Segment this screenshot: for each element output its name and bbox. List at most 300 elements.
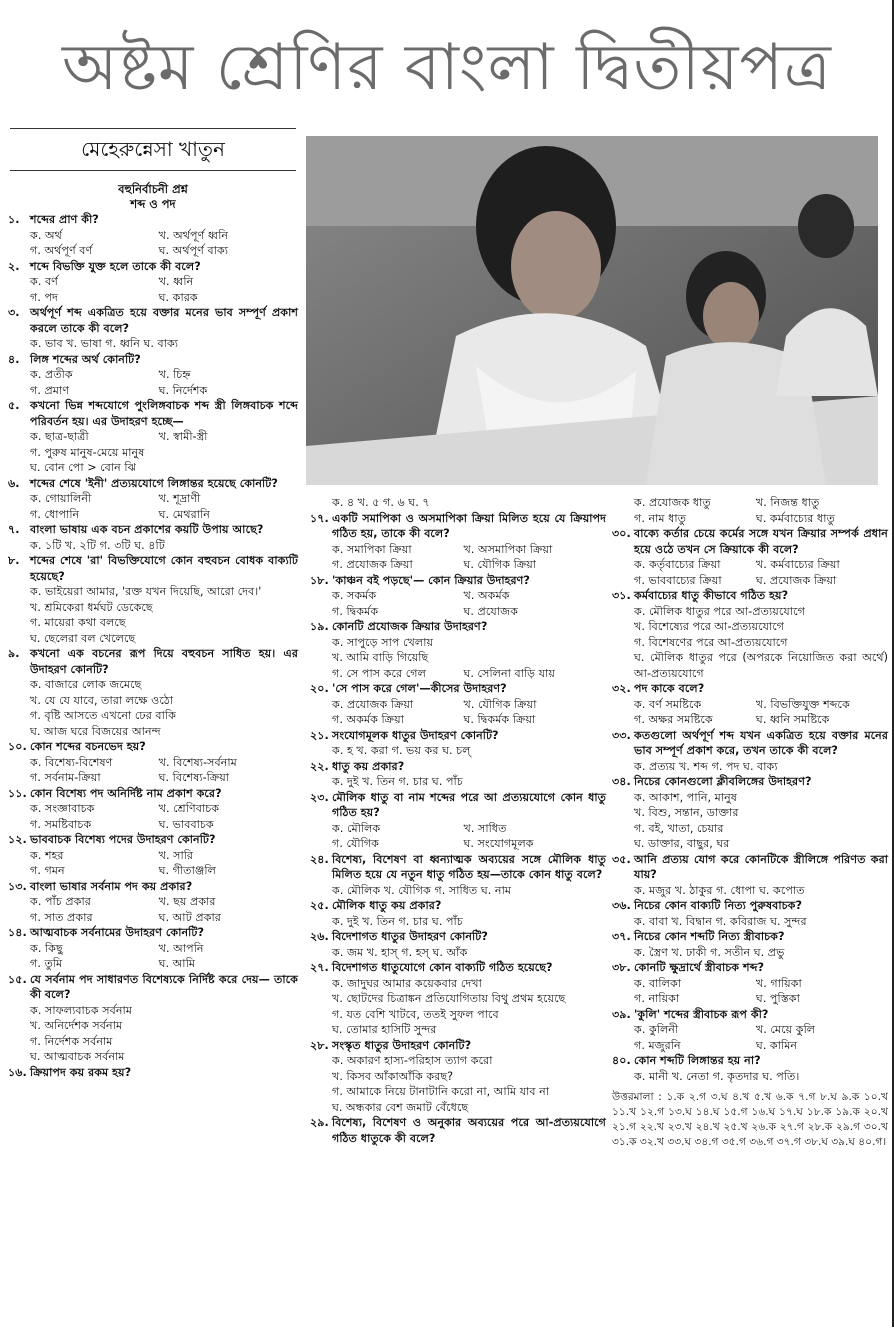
option: ক. পাঁচ প্রকার — [30, 895, 91, 908]
question-number: ২৫. — [310, 899, 329, 912]
question-text — [8, 352, 298, 368]
option: ঘ. সেলিনা বাড়ি যায় — [463, 666, 555, 680]
question-item — [310, 1038, 606, 1116]
option: খ. নিজন্ত ধাতু — [755, 496, 820, 509]
question-number: ১১. — [8, 786, 27, 800]
question-body: কতগুলো অর্থপূর্ণ শব্দ যখন একত্রিত হয়ে বক্তার মনের ভাব সম্পূর্ণ প্রকাশ করে, তখন তাকে কী বলে? — [634, 728, 888, 757]
option: ঘ. ছেলেরা বল খেলেছে — [30, 631, 136, 645]
option: ক. বর্ণ — [30, 275, 58, 288]
option: ঘ. আত্মবাচক সর্বনাম — [30, 1050, 125, 1063]
option: ক. সংজ্ঞাবাচক — [30, 802, 95, 815]
option-row — [8, 894, 298, 910]
option: ক. মৌলিক খ. যৌগিক গ. সাধিত ঘ. নাম — [332, 883, 512, 897]
option-row — [310, 666, 606, 682]
option: খ. ধ্বনি — [158, 275, 194, 288]
question-number: ৩৭. — [612, 930, 631, 943]
question-item — [8, 1065, 298, 1081]
option: ক. বর্ণ সমষ্টিকে — [634, 697, 702, 711]
question-item — [612, 960, 888, 1007]
option: ক. মৌলিক — [332, 821, 381, 835]
question-list-right — [612, 495, 888, 1084]
question-body: কোন শব্দের বচনভেদ হয়? — [30, 740, 146, 753]
question-body: কোন শব্দটি লিঙ্গান্তর হয় না? — [634, 1054, 761, 1067]
question-body: 'সে পাস করে গেল'—কীসের উদাহরণ? — [332, 682, 507, 695]
option: খ. শ্রমিকেরা ধর্মঘট ডেকেছে — [30, 600, 153, 614]
question-body: বাংলা ভাষার সর্বনাম পদ কয় প্রকার? — [30, 879, 193, 893]
question-item — [310, 960, 606, 1038]
question-body: শব্দের শেষে 'রা' বিভক্তিযোগে কোন বহুবচন বোধক বাক্যটি হয়েছে? — [30, 554, 298, 583]
question-text — [8, 305, 298, 336]
question-number: ৩৬. — [612, 899, 631, 912]
option: গ. আমাকে নিয়ে টানাটানি করো না, আমি যাব না — [332, 1085, 550, 1098]
option: ঘ. প্রযোজক ক্রিয়া — [755, 573, 837, 587]
question-text — [8, 925, 298, 941]
question-number: ২৭. — [310, 961, 329, 974]
question-body: সংযোগমূলক ধাতুর উদাহরণ কোনটি? — [332, 728, 499, 742]
option: খ. সারি — [158, 848, 194, 862]
question-body: 'কাঞ্চন বই পড়ছে'— কোন ক্রিয়ার উদাহরণ? — [332, 573, 530, 587]
question-item — [612, 588, 888, 681]
question-item — [612, 929, 888, 960]
question-item — [8, 879, 298, 926]
question-item — [612, 728, 888, 775]
option-row — [8, 848, 298, 864]
option: ক. প্রযোজক ধাতু — [634, 496, 711, 509]
option: গ. মজুরনি — [634, 1038, 681, 1052]
question-item — [612, 774, 888, 852]
question-body: আত্মবাচক সর্বনামের উদাহরণ কোনটি? — [30, 926, 204, 939]
option: ক. দুই খ. তিন গ. চার ঘ. পাঁচ — [332, 914, 463, 928]
option-row — [310, 712, 606, 728]
option-row — [310, 604, 606, 620]
option-row — [8, 755, 298, 771]
option-row — [612, 557, 888, 573]
option: ক. হ খ. করা গ. ভয় কর ঘ. চল্ — [332, 744, 471, 757]
option: খ. কর্মবাচ্যের ক্রিয়া — [755, 558, 840, 571]
column-middle — [310, 495, 606, 1146]
question-item — [310, 1115, 606, 1146]
option: ক. অর্থ — [30, 228, 62, 242]
option: খ. শূদ্রাণী — [158, 492, 201, 505]
option-row — [612, 573, 888, 589]
exam-hall-photo — [306, 136, 878, 485]
question-text — [8, 832, 298, 848]
photo-illustration — [306, 136, 878, 485]
question-number: ১৮. — [310, 573, 329, 587]
option: গ. সর্বনাম-ক্রিয়া — [30, 771, 101, 784]
question-number: ২০. — [310, 682, 329, 695]
option: ক. কুলিনী — [634, 1023, 679, 1036]
option: ক. প্রতীক — [30, 368, 73, 381]
option: ক. মৌলিক ধাতুর পরে আ-প্রত্যয়যোগে — [634, 604, 805, 618]
option: গ. নাম ধাতু — [634, 511, 687, 525]
question-number: ১০. — [8, 740, 27, 753]
option-row — [612, 991, 888, 1007]
question-number: ১. — [8, 213, 20, 226]
option: গ. ধোপানি — [30, 507, 80, 521]
question-item — [8, 212, 298, 259]
question-text — [8, 879, 298, 895]
question-number: ৩৮. — [612, 961, 631, 974]
question-text — [310, 728, 606, 744]
question-number: ৭. — [8, 523, 20, 536]
question-item — [612, 1053, 888, 1084]
question-item — [612, 495, 888, 526]
option: গ. প্রযোজক ক্রিয়া — [332, 558, 413, 571]
question-item — [310, 511, 606, 573]
question-text — [612, 1007, 888, 1023]
option: ঘ. পুস্তিকা — [755, 992, 800, 1005]
question-body: শব্দে বিভক্তি যুক্ত হলে তাকে কী বলে? — [30, 259, 201, 273]
option: ক. সাপুড়ে সাপ খেলায় — [332, 635, 434, 649]
option: ক. বিশেষ্য-বিশেষণ — [30, 755, 113, 769]
option-row — [8, 290, 298, 306]
option: ঘ. আমি — [158, 957, 196, 970]
question-text — [8, 1065, 298, 1081]
question-body: শব্দের প্রাণ কী? — [30, 213, 99, 226]
question-item — [8, 646, 298, 739]
question-text — [8, 522, 298, 538]
question-number: ৫. — [8, 399, 20, 412]
question-body: নিচের কোন বাক্যটি নিত্য পুরুষবাচক? — [634, 899, 802, 912]
option: ক. অকারণ হাস্য-পরিহাস ত্যাগ করো — [332, 1054, 493, 1067]
option-row — [8, 429, 298, 445]
question-body: যে সর্বনাম পদ সাধারণত বিশেষ্যকে নির্দিষ্ট করে দেয়— তাকে কী বলে? — [30, 972, 298, 1001]
question-item — [310, 495, 606, 511]
question-body: 'কুলি' শব্দের স্ত্রীবাচক রূপ কী? — [634, 1007, 769, 1021]
option: ক. কিছু — [30, 941, 63, 955]
option: ঘ. ধ্বনি সমষ্টিকে — [755, 713, 830, 726]
option: ঘ. মেথরানি — [158, 507, 210, 521]
question-body: কখনো এক বচনের রূপ দিয়ে বহুবচন সাধিত হয়। এর উদাহরণ কোনটি? — [30, 647, 298, 676]
option: গ. গমন — [30, 864, 65, 877]
question-item — [8, 832, 298, 879]
option: ঘ. ডাক্তার, বাছুর, ঘর — [634, 837, 730, 850]
question-number: ৩. — [8, 306, 20, 319]
option: গ. অক্ষর সমষ্টিকে — [634, 713, 713, 726]
option: ঘ. কারক — [158, 290, 198, 304]
question-text — [612, 960, 888, 976]
option-row — [310, 588, 606, 604]
question-number: ২৩. — [310, 790, 329, 804]
question-item — [612, 1007, 888, 1054]
question-text — [8, 972, 298, 1003]
question-number: ১৫. — [8, 972, 27, 986]
option: গ. যত বেশি খাটবে, ততই সুফল পাবে — [332, 1007, 499, 1021]
question-number: ২. — [8, 259, 20, 273]
option: ক. বালিকা — [634, 976, 682, 990]
question-item — [310, 929, 606, 960]
question-number: ৬. — [8, 476, 20, 490]
question-text — [8, 739, 298, 755]
option: খ. বিশু, সন্তান, ডাক্তার — [634, 806, 739, 819]
option-row — [612, 712, 888, 728]
option-row — [8, 941, 298, 957]
option: ক. প্রযোজক ক্রিয়া — [332, 697, 414, 711]
question-text — [8, 646, 298, 677]
question-body: বিদেশাগত ধাতুযোগে কোন বাক্যটি গঠিত হয়েছে? — [332, 961, 553, 974]
question-body: কোন বিশেষ্য পদ অনির্দিষ্ট নাম প্রকাশ করে? — [30, 786, 222, 800]
question-text — [8, 786, 298, 802]
question-list-left — [8, 212, 298, 1080]
option: খ. স্বামী-স্ত্রী — [158, 430, 208, 443]
option: ক. কর্তৃবাচ্যের ক্রিয়া — [634, 558, 721, 571]
option: গ. ভাববাচ্যের ক্রিয়া — [634, 573, 722, 587]
option: ক. সমাপিকা ক্রিয়া — [332, 542, 412, 556]
option: ক. ভাইয়েরা আমার, 'রক্ত যখন দিয়েছি, আরো দেব।' — [30, 585, 262, 598]
question-text — [8, 553, 298, 584]
rule-above-author — [10, 128, 296, 129]
option: ক. ১টি খ. ২টি গ. ৩টি ঘ. ৪টি — [30, 538, 165, 552]
question-text — [612, 898, 888, 914]
question-number: ৪. — [8, 352, 20, 366]
question-text — [612, 526, 888, 557]
question-item — [310, 790, 606, 852]
option: খ. বিশেষ্যের পরে আ-প্রত্যয়যোগে — [634, 620, 785, 633]
option-row — [8, 910, 298, 926]
option: খ. চিহ্ন — [158, 368, 191, 381]
option-row — [310, 542, 606, 558]
option: খ. বিভক্তিযুক্ত শব্দকে — [755, 697, 850, 711]
option: ক. ৪ খ. ৫ গ. ৬ ঘ. ৭ — [332, 496, 430, 509]
question-body: বাক্যে কর্তার চেয়ে কর্মের সঙ্গে যখন ক্রিয়ার সম্পর্ক প্রধান হয়ে ওঠে তখন সে ক্রিয়াকে কী বলে? — [634, 527, 888, 556]
option: গ. মায়েরা কথা বলছে — [30, 616, 126, 629]
option: ঘ. মৌলিক ধাতুর পরে (অপরকে নিয়োজিত করা অর্থে) আ-প্রত্যয়যোগে — [634, 651, 888, 680]
question-item — [8, 972, 298, 1065]
question-text — [612, 588, 888, 604]
question-item — [8, 925, 298, 972]
option: ঘ. গীতাঞ্জলি — [158, 864, 216, 877]
question-body: লিঙ্গ শব্দের অর্থ কোনটি? — [30, 352, 141, 366]
option-row — [8, 507, 298, 523]
question-number: ৩১. — [612, 589, 631, 602]
option-row — [8, 274, 298, 290]
option: খ. ছয় প্রকার — [158, 895, 216, 908]
section-title: বহুনির্বাচনী প্রশ্ন — [118, 182, 188, 196]
question-number: ১৭. — [310, 511, 329, 525]
question-text — [612, 852, 888, 883]
question-list-middle — [310, 495, 606, 1146]
option: ক. মানী খ. নেতা গ. কৃতদার ঘ. পতি। — [634, 1069, 800, 1083]
question-text — [310, 619, 606, 635]
question-body: কর্মবাচ্যের ধাতু কীভাবে গঠিত হয়? — [634, 589, 789, 602]
option-row — [8, 243, 298, 259]
option: গ. দ্বিকর্মক — [332, 604, 379, 618]
question-item — [310, 728, 606, 759]
question-text — [612, 681, 888, 697]
column-right — [612, 495, 888, 1150]
question-item — [310, 898, 606, 929]
option: খ. ছোটদের চিত্রাঙ্কন প্রতিযোগিতায় বিথু প্রথম হয়েছে — [332, 992, 566, 1005]
question-item — [8, 259, 298, 306]
option: ঘ. আজ ঘরে বিজয়ের আনন্দ — [30, 724, 161, 738]
option: ঘ. দ্বিকর্মক ক্রিয়া — [463, 713, 536, 726]
option: খ. শ্রেণিবাচক — [158, 802, 220, 815]
option: গ. প্রমাণ — [30, 383, 70, 397]
question-number: ৪০. — [612, 1054, 631, 1067]
question-text — [612, 774, 888, 790]
question-body: নিচের কোন শব্দটি নিত্য স্ত্রীবাচক? — [634, 930, 785, 943]
option-row — [310, 836, 606, 852]
question-number: ২২. — [310, 759, 329, 773]
option-row — [8, 956, 298, 972]
option: ক. আকাশ, পানি, মানুষ — [634, 790, 737, 804]
option-row — [8, 367, 298, 383]
question-text — [8, 212, 298, 228]
option-row — [612, 1038, 888, 1054]
option: গ. পুরুষ মানুষ-মেয়ে মানুষ — [30, 445, 145, 459]
option-row — [310, 557, 606, 573]
option: খ. কিসব আঁকাআঁকি করছ? — [332, 1069, 454, 1083]
question-text — [310, 511, 606, 542]
question-item — [612, 898, 888, 929]
question-number: ৩৩. — [612, 728, 631, 742]
option: ঘ. অন্ধকার বেশ জমাট বেঁধেছে — [332, 1100, 469, 1114]
question-number: ৩৫. — [612, 852, 631, 866]
option: গ. সে পাস করে গেল — [332, 666, 426, 680]
question-text — [310, 681, 606, 697]
question-item — [310, 852, 606, 899]
option: ঘ. অর্থপূর্ণ বাক্য — [158, 244, 229, 257]
option: গ. যৌগিক — [332, 837, 379, 850]
question-text — [612, 1053, 888, 1069]
option: খ. আমি বাড়ি গিয়েছি — [332, 651, 429, 664]
question-item — [8, 739, 298, 786]
question-text — [310, 573, 606, 589]
option: গ. বিশেষণের পরে আ-প্রত্যয়যোগে — [634, 635, 788, 649]
option-row — [612, 697, 888, 713]
option: ঘ. ভাববাচক — [158, 817, 214, 831]
option: ঘ. বোন পো > বোন ঝি — [30, 461, 137, 474]
question-body: আনি প্রত্যয় যোগ করে কোনটিকে স্ত্রীলিঙ্গে পরিণত করা যায়? — [634, 852, 888, 881]
question-body: বাংলা ভাষায় এক বচন প্রকাশের কয়টি উপায় আছে? — [30, 523, 264, 536]
question-number: ৩০. — [612, 527, 631, 540]
option: ক. বাবা খ. বিদ্বান গ. কবিরাজ ঘ. সুন্দর — [634, 914, 807, 928]
option: খ. অসমাপিকা ক্রিয়া — [463, 542, 553, 556]
rule-below-author — [10, 170, 296, 171]
question-number: ১৩. — [8, 879, 27, 893]
option: খ. অর্থপূর্ণ ধ্বনি — [158, 228, 229, 242]
question-body: সংস্কৃত ধাতুর উদাহরণ কোনটি? — [332, 1038, 472, 1052]
question-body: বিশেষ্য, বিশেষণ ও অনুকার অব্যয়ের পরে আ-প্রত্যয়যোগে গঠিত ধাতুকে কী বলে? — [332, 1116, 606, 1145]
option: ঘ. সংযোগমূলক — [463, 837, 534, 850]
option-row — [8, 491, 298, 507]
question-item — [310, 573, 606, 620]
option: খ. সাধিত — [463, 821, 507, 835]
question-text — [310, 1038, 606, 1054]
question-number: ২৮. — [310, 1038, 329, 1052]
question-item — [310, 619, 606, 681]
question-body: শব্দের শেষে 'ইনী' প্রত্যয়যোগে লিঙ্গান্তর হয়েছে কোনটি? — [30, 476, 278, 490]
question-number: ২৪. — [310, 852, 329, 866]
option: খ. আপনি — [158, 941, 204, 955]
option-row — [310, 697, 606, 713]
question-body: বিশেষ্য, বিশেষণ বা ধ্বন্যাত্মক অব্যয়ের সঙ্গে মৌলিক ধাতু মিলিত হয়ে যে নতুন ধাতু গঠিত হয়—তাকে কোন ধাতু বলে? — [332, 852, 606, 881]
question-item — [612, 681, 888, 728]
question-body: কখনো ভিন্ন শব্দযোগে পুংলিঙ্গবাচক শব্দ স্ত্রী লিঙ্গবাচক শব্দে পরিবর্তন হয়। এর উদাহরণ হচ্ছে— — [30, 399, 298, 428]
option: গ. বই, খাতা, চেয়ার — [634, 821, 724, 835]
option: ক. গোয়ালিনী — [30, 492, 92, 505]
question-body: ক্রিয়াপদ কয় রকম হয়? — [30, 1065, 132, 1079]
option: ক. ভাব খ. ভাষা গ. ধ্বনি ঘ. বাক্য — [30, 337, 179, 350]
option: খ. অনির্দেশক সর্বনাম — [30, 1019, 123, 1032]
option: ক. সাফল্যবাচক সর্বনাম — [30, 1003, 132, 1017]
option-row — [8, 770, 298, 786]
question-number: ৯. — [8, 647, 20, 660]
option: ক. মজুর খ. ঠাকুর গ. ধোপা ঘ. কপোত — [634, 883, 805, 897]
option: ক. দুই খ. তিন গ. চার ঘ. পাঁচ — [332, 775, 463, 788]
option-row — [612, 1022, 888, 1038]
question-body: একটি সমাপিকা ও অসমাপিকা ক্রিয়া মিলিত হয়ে যে ক্রিয়াপদ গঠিত হয়, তাকে কী বলে? — [332, 511, 606, 540]
option: ঘ. কামিন — [755, 1038, 798, 1052]
question-body: নিচের কোনগুলো ক্লীবলিঙ্গের উদাহরণ? — [634, 775, 812, 788]
question-text — [310, 759, 606, 775]
option: ক. জম খ. হাস্ গ. হস্ ঘ. আঁক — [332, 945, 468, 959]
question-number: ৩৪. — [612, 775, 631, 788]
question-number: ৩২. — [612, 682, 631, 695]
question-text — [8, 476, 298, 492]
question-body: মৌলিক ধাতু কয় প্রকার? — [332, 899, 442, 912]
option: গ. তুমি — [30, 957, 63, 970]
option: ক. ছাত্র-ছাত্রী — [30, 430, 89, 443]
question-number: ৮. — [8, 554, 20, 567]
option: ঘ. নির্দেশক — [158, 383, 208, 397]
option-row — [8, 383, 298, 399]
option: খ. গায়িকা — [755, 976, 802, 990]
option: গ. নির্দেশক সর্বনাম — [30, 1034, 113, 1048]
column-left — [8, 182, 298, 1080]
question-item — [8, 352, 298, 399]
question-number: ১৬. — [8, 1065, 27, 1079]
option: ঘ. তোমার হাসিটি সুন্দর — [332, 1023, 437, 1036]
option: গ. সাত প্রকার — [30, 910, 93, 924]
option: ঘ. বিশেষ্য-ক্রিয়া — [158, 771, 230, 784]
option: ক. বাজারে লোক জমেছে — [30, 678, 142, 691]
author-byline: মেহেরুন্নেসা খাতুন — [81, 137, 225, 161]
section-subtitle: শব্দ ও পদ — [130, 197, 176, 211]
question-text — [612, 929, 888, 945]
option: ঘ. কর্মবাচ্যের ধাতু — [755, 511, 835, 525]
question-text — [310, 852, 606, 883]
question-body: ধাতু কয় প্রকার? — [332, 759, 405, 773]
option: খ. যে যে যাবে, তারা লক্ষে ওঠো — [30, 693, 174, 707]
option: ক. প্রত্যয় খ. শব্দ গ. পদ ঘ. বাক্য — [634, 759, 778, 773]
option-row — [612, 511, 888, 527]
option: খ. যৌগিক ক্রিয়া — [463, 697, 537, 711]
option-row — [8, 801, 298, 817]
question-item — [8, 398, 298, 476]
option: ক. জাদুঘর আমার কয়েকবার দেখা — [332, 976, 482, 990]
question-number: ৩৯. — [612, 1007, 631, 1021]
question-item — [8, 522, 298, 553]
question-body: পদ কাকে বলে? — [634, 682, 705, 695]
question-number: ১৯. — [310, 620, 329, 633]
question-text — [612, 728, 888, 759]
question-number: ২৬. — [310, 930, 329, 943]
option: ঘ. আট প্রকার — [158, 910, 221, 924]
option-row — [612, 976, 888, 992]
question-text — [310, 960, 606, 976]
question-body: ভাববাচক বিশেষ্য পদের উদাহরণ কোনটি? — [30, 833, 216, 846]
option: গ. নায়িকা — [634, 992, 680, 1005]
question-body: অর্থপূর্ণ শব্দ একত্রিত হয়ে বক্তার মনের ভাব সম্পূর্ণ প্রকাশ করলে তাকে কী বলে? — [30, 306, 298, 335]
question-item — [612, 852, 888, 899]
question-text — [310, 929, 606, 945]
option-row — [612, 495, 888, 511]
question-item — [8, 476, 298, 523]
option: গ. অর্থপূর্ণ বর্ণ — [30, 244, 93, 257]
option: ক. সকর্মক — [332, 589, 377, 602]
